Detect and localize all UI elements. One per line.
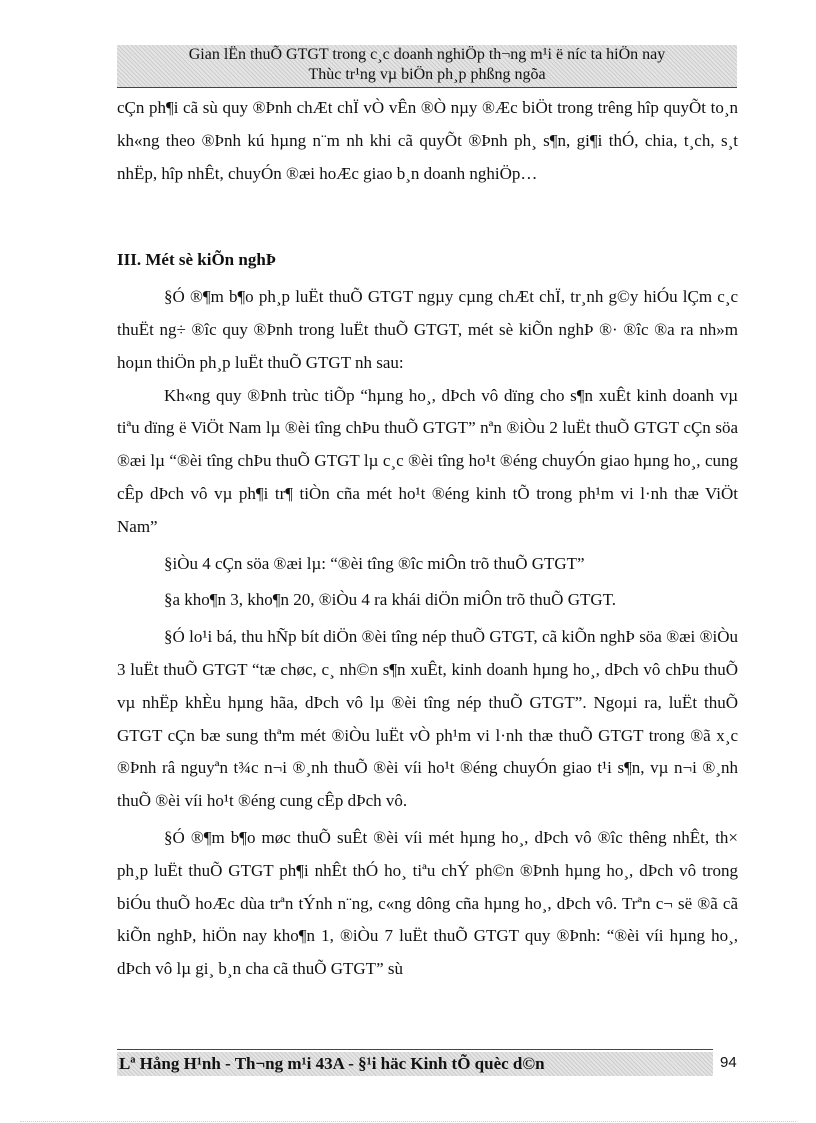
- page-number: 94: [720, 1054, 737, 1071]
- paragraph: §Ó lo¹i bá, thu hÑp bít diÖn ®èi tîng nép thuÕ GTGT, cã kiÕn nghÞ söa ®æi ®iÒu 3 luËt thuÕ GTGT “tæ chøc, c¸ nh©n s¶n xuÊt, kinh doanh hµng ho¸, dÞch vô chÞu thuÕ vµ nhËp khÈu hµng hãa, dÞch vô lµ ®èi tîng nép thuÕ GTGT”. Ngoµi ra, luËt thuÕ GTGT cÇn bæ sung thªm mét ®iÒu luËt vÒ ph¹m vi l·nh thæ thuÕ GTGT trong ®ã x¸c ®Þnh râ nguyªn t¾c n¬i ®¸nh thuÕ ®èi víi ho¹t ®éng chuyÓn giao t¹i s¶n, vµ n¬i ®¸nh thuÕ ®èi víi ho¹t ®éng cung cÊp dÞch vô.: [117, 627, 738, 811]
- section-heading: III. Mét sè kiÕn nghÞ: [117, 250, 277, 270]
- page-header: [117, 45, 737, 88]
- paragraph-continued: cÇn ph¶i cã sù quy ®Þnh chÆt chÏ vÒ vÊn ®Ò nµy ®Æc biÖt trong trêng hîp quyÕt to¸n kh«ng theo ®Þnh kú hµng n¨m nh khi cã quyÕt ®Þnh ph¸ s¶n, gi¶i thÓ, chia, t¸ch, s¸t nhËp, hîp nhÊt, chuyÓn ®æi hoÆc giao b¸n doanh nghiÖp…: [117, 98, 738, 183]
- footer-author: Lª Hång H¹nh - Th¬ng m¹i 43A - §¹i häc Kinh tÕ quèc d©n: [119, 1054, 545, 1073]
- footer-divider: [117, 1049, 713, 1050]
- paragraph: §iÒu 4 cÇn söa ®æi lµ: “®èi tîng ®îc miÔn trõ thuÕ GTGT”: [164, 553, 585, 573]
- paragraph: Kh«ng quy ®Þnh trùc tiÕp “hµng ho¸, dÞch vô dïng cho s¶n xuÊt kinh doanh vµ tiªu dïng ë ViÖt Nam lµ ®èi tîng chÞu thuÕ GTGT” nªn ®iÒu 2 luËt thuÕ GTGT cÇn söa ®æi lµ “®èi tîng chÞu thuÕ GTGT lµ c¸c ®èi tîng ho¹t ®éng chuyÓn giao hµng ho¸, cung cÊp dÞch vô vµ ph¶i tr¶ tiÒn cña mét ho¹t ®éng kinh tÕ trong ph¹m vi l·nh thæ ViÖt Nam”: [117, 385, 738, 536]
- header-title-line2: Thùc tr¹ng vµ biÖn ph¸p phßng ngõa: [308, 66, 546, 83]
- paragraph: §a kho¶n 3, kho¶n 20, ®iÒu 4 ra khái diÖn miÔn trõ thuÕ GTGT.: [164, 590, 617, 610]
- paragraph: §Ó ®¶m b¶o ph¸p luËt thuÕ GTGT ngµy cµng chÆt chÏ, tr¸nh g©y hiÓu lÇm c¸c thuËt ng÷ ®îc quy ®Þnh trong luËt thuÕ GTGT, mét sè kiÕn nghÞ ®· ®îc ®a ra nh»m hoµn thiÖn ph¸p luËt thuÕ GTGT nh sau:: [117, 287, 738, 372]
- document-body: [117, 92, 738, 986]
- paragraph: §Ó ®¶m b¶o møc thuÕ suÊt ®èi víi mét hµng ho¸, dÞch vô ®îc thêng nhÊt, th× ph¸p luËt thuÕ GTGT ph¶i nhÊt thÓ ho¸ tiªu chÝ ph©n ®Þnh hµng ho¸, dÞch vô trong biÓu thuÕ hoÆc dùa trªn tÝnh n¨ng, c«ng dông cña hµng ho¸, dÞch vô. Trªn c¬ së ®ã cã kiÕn nghÞ, hiÖn nay kho¶n 1, ®iÒu 7 luËt thuÕ GTGT quy ®Þnh: “®èi víi hµng ho¸, dÞch vô lµ gi¸ b¸n cha cã thuÕ GTGT” sù: [117, 827, 738, 979]
- page-edge-divider: [20, 1121, 796, 1122]
- page-footer: [117, 1052, 713, 1076]
- header-title-line1: Gian lËn thuÕ GTGT trong c¸c doanh nghiÖp th¬ng m¹i ë níc ta hiÖn nay: [188, 46, 666, 63]
